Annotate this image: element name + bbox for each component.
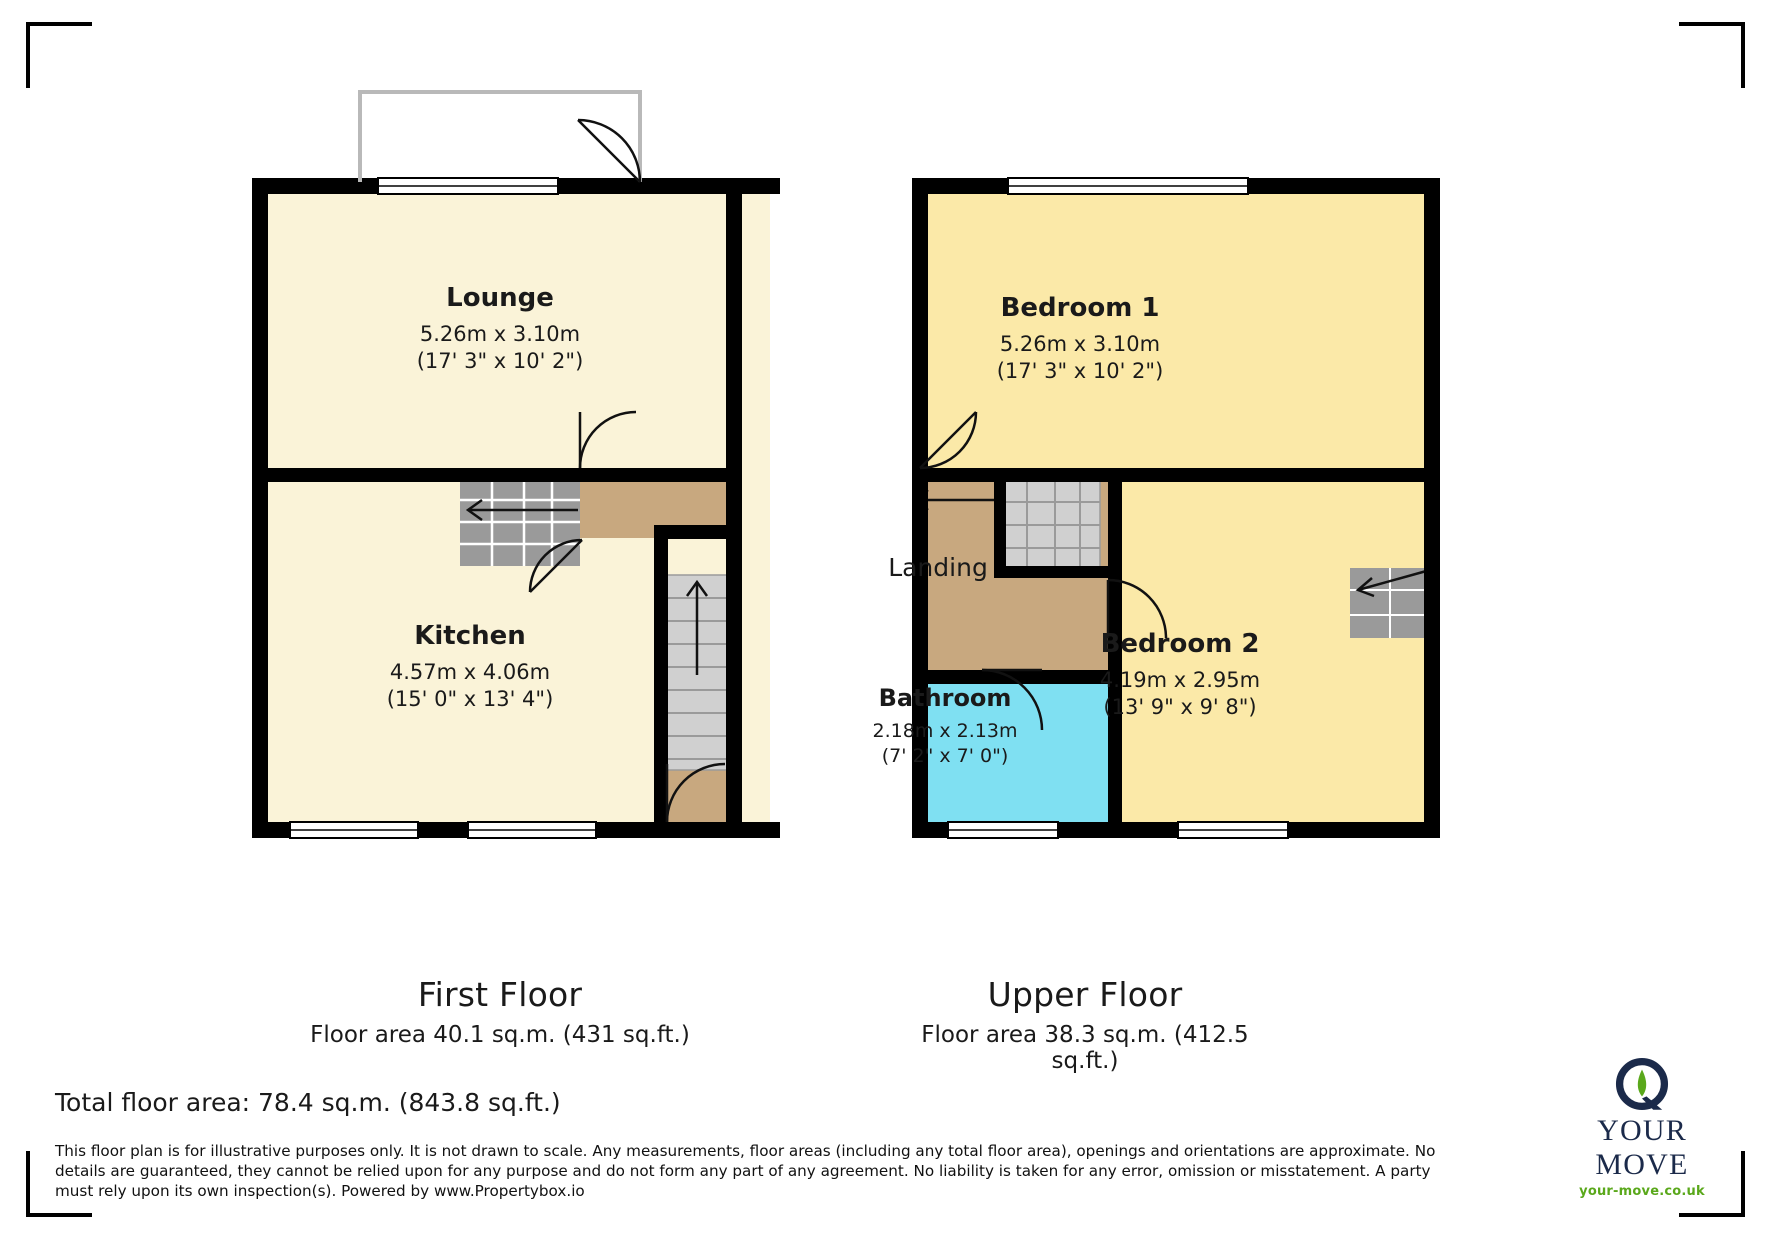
lounge-floor-fill: [262, 188, 770, 478]
front-bay-outline: [360, 92, 640, 182]
bedroom2-floor-fill: [1120, 478, 1430, 838]
bathroom-dimensions-metric: 2.18m x 2.13m: [872, 720, 1018, 743]
bedroom-1-dimensions-imperial: (17' 3" x 10' 2"): [996, 359, 1164, 384]
kitchen-dimensions-metric: 4.57m x 4.06m: [389, 659, 551, 684]
corner-mark-top-left: [26, 22, 92, 88]
brand-url: your-move.co.uk: [1579, 1184, 1705, 1199]
lounge-dimensions-imperial: (17' 3" x 10' 2"): [416, 349, 584, 374]
front-door-swing: [578, 120, 640, 182]
first-floor-plan-drawing: [230, 70, 930, 900]
total-floor-area: Total floor area: 78.4 sq.m. (843.8 sq.ft.): [55, 1088, 561, 1117]
bedroom-2-dimensions-metric: 4.19m x 2.95m: [1099, 667, 1261, 692]
bathroom-dimensions-imperial: (7' 2" x 7' 0"): [881, 744, 1009, 767]
landing-name: Landing: [888, 553, 988, 582]
first-floor-title: First Floor: [417, 975, 583, 1014]
kitchen-name: Kitchen: [414, 621, 526, 651]
upper-floor-plan-drawing: [890, 70, 1510, 900]
brand-name: YOUR MOVE: [1595, 1114, 1689, 1181]
bedroom-2-dimensions-imperial: (13' 9" x 9' 8"): [1103, 695, 1257, 720]
corner-mark-top-right: [1679, 22, 1745, 88]
lounge-name: Lounge: [446, 283, 554, 313]
your-move-leaf-icon: [1614, 1056, 1670, 1112]
lounge-dimensions-metric: 5.26m x 3.10m: [419, 321, 581, 346]
brand-block: [1547, 1056, 1737, 1199]
bedroom-1-dimensions-metric: 5.26m x 3.10m: [999, 331, 1161, 356]
bathroom-floor-fill: [922, 678, 1120, 838]
upper-floor-area: Floor area 38.3 sq.m. (412.5 sq.ft.): [921, 1022, 1249, 1074]
kitchen-dimensions-imperial: (15' 0" x 13' 4"): [386, 687, 554, 712]
upper-floor-title: Upper Floor: [987, 975, 1183, 1014]
disclaimer-text: This floor plan is for illustrative purposes only. It is not drawn to scale. Any measurements, floor areas (including any total floor area), openings and orientations are approximate. No details are guaranteed, they cannot be relied upon for any purpose and do not form any part of any agreement. No liability is taken for any error, omission or misstatement. A party must rely upon its own inspection(s). Powered by www.Propertybox.io: [55, 1142, 1436, 1201]
first-floor-area: Floor area 40.1 sq.m. (431 sq.ft.): [310, 1022, 690, 1048]
bathroom-name: Bathroom: [878, 684, 1012, 712]
bedroom1-floor-fill: [922, 188, 1430, 478]
bedroom-2-name: Bedroom 2: [1100, 629, 1260, 659]
bedroom-1-name: Bedroom 1: [1000, 293, 1160, 323]
